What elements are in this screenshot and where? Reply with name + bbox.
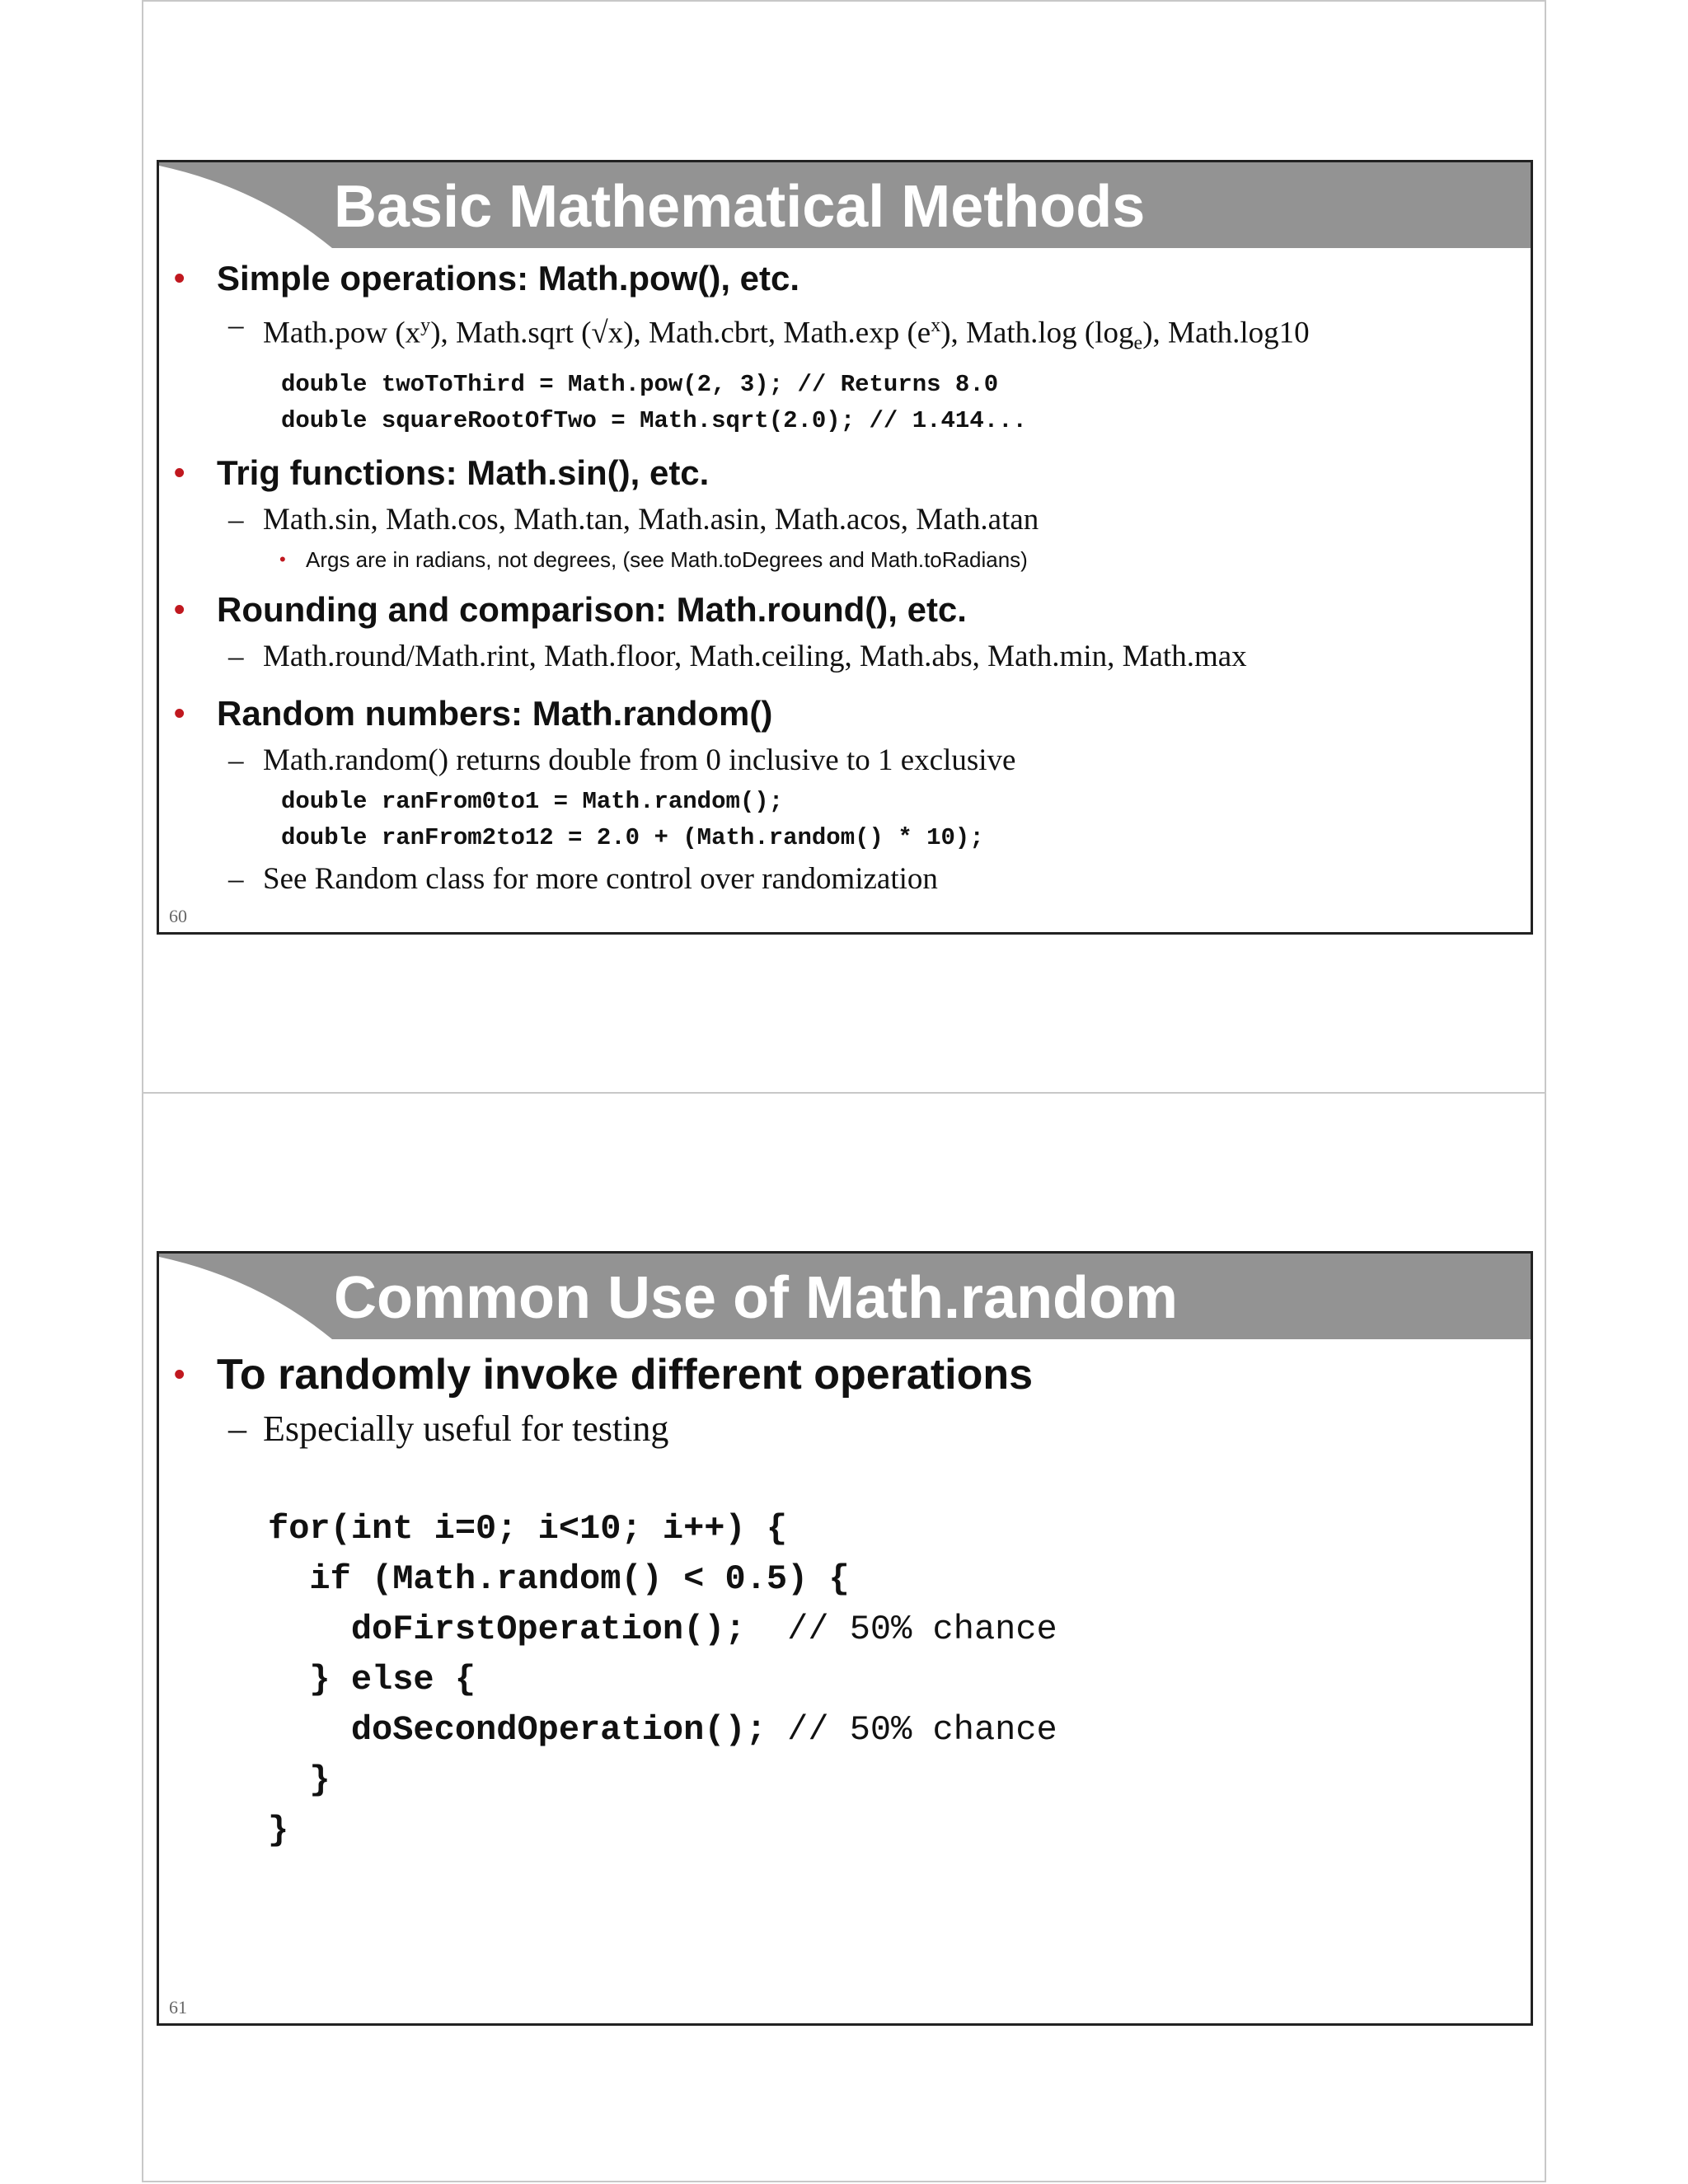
- bullet-text: Random numbers: Math.random(): [217, 693, 773, 733]
- sub-bullet-text: See Random class for more control over randomization: [263, 861, 938, 896]
- slide-title: Basic Mathematical Methods: [334, 174, 1146, 240]
- code-line: double squareRootOfTwo = Math.sqrt(2.0); // 1.414...: [281, 406, 1027, 434]
- code-line: }: [268, 1811, 289, 1850]
- sub-sub-bullet-text: Args are in radians, not degrees, (see Math.toDegrees and Math.toRadians): [306, 546, 1028, 572]
- superscript: x: [931, 315, 941, 336]
- dash-icon: –: [228, 861, 244, 896]
- sub-bullet: [159, 738, 1527, 784]
- slide-number: 61: [169, 1997, 187, 2018]
- sub-bullet-text: Math.round/Math.rint, Math.floor, Math.ceiling, Math.abs, Math.min, Math.max: [263, 639, 1247, 673]
- slide-content: [159, 1346, 1527, 1856]
- bullet-dot-icon: •: [174, 592, 185, 627]
- bullet-text: Rounding and comparison: Math.round(), etc.: [217, 589, 967, 629]
- code-comment: // 50% chance: [787, 1610, 1057, 1649]
- code-line: [268, 1605, 1527, 1655]
- sub-bullet: [159, 497, 1527, 543]
- text-part: Math.pow (x: [263, 316, 421, 350]
- page-divider: [142, 1092, 1546, 1094]
- sub-bullet-text: Math.sin, Math.cos, Math.tan, Math.asin, Math.acos, Math.atan: [263, 502, 1039, 537]
- bullet-dot-icon: •: [174, 696, 185, 731]
- dash-icon: –: [228, 743, 244, 777]
- dash-icon: –: [228, 308, 244, 342]
- text-part: ), Math.log10: [1142, 316, 1310, 350]
- code-line: } else {: [268, 1660, 476, 1699]
- bullet: [159, 255, 1527, 302]
- bullet-dot-icon: •: [174, 261, 185, 296]
- bullet: [159, 586, 1527, 634]
- code-statement: doSecondOperation();: [268, 1710, 788, 1750]
- text-part: ), Math.sqrt (√x), Math.cbrt, Math.exp (e: [430, 316, 931, 350]
- bullet-dot-icon: •: [174, 1357, 185, 1392]
- code-line: double twoToThird = Math.pow(2, 3); // Returns 8.0: [281, 370, 999, 398]
- code-block: [159, 1504, 1527, 1856]
- sub-bullet-text: Especially useful for testing: [263, 1408, 669, 1449]
- bullet-dot-icon: •: [174, 455, 185, 490]
- code-statement: doFirstOperation();: [268, 1610, 788, 1649]
- slide-number: 60: [169, 906, 187, 926]
- sub-bullet: [159, 302, 1527, 367]
- slide-61: [157, 1251, 1533, 2026]
- subscript: e: [1133, 332, 1143, 354]
- slide-60: [157, 160, 1533, 935]
- code-line: if (Math.random() < 0.5) {: [268, 1559, 850, 1599]
- code-line: for(int i=0; i<10; i++) {: [268, 1509, 788, 1549]
- slide-content: [159, 255, 1527, 902]
- bullet-dot-icon: •: [279, 548, 286, 569]
- dash-icon: –: [228, 1408, 246, 1449]
- text-part: ), Math.log (log: [940, 316, 1134, 350]
- title-band: [159, 1254, 1531, 1341]
- slide-title: Common Use of Math.random: [334, 1265, 1179, 1331]
- bullet: [159, 1346, 1527, 1404]
- title-band: [159, 162, 1531, 250]
- sub-bullet: [159, 1404, 1527, 1455]
- sub-bullet: [159, 634, 1527, 680]
- bullet: [159, 449, 1527, 497]
- sub-bullet-text: Math.random() returns double from 0 inclusive to 1 exclusive: [263, 743, 1016, 777]
- code-comment: // 50% chance: [787, 1710, 1057, 1750]
- code-line: }: [268, 1760, 331, 1800]
- bullet-text: To randomly invoke different operations: [217, 1351, 1034, 1399]
- code-line: double ranFrom0to1 = Math.random();: [281, 787, 784, 815]
- code-line: double ranFrom2to12 = 2.0 + (Math.random() * 10);: [281, 823, 984, 851]
- bullet: [159, 690, 1527, 738]
- sub-bullet: [159, 856, 1527, 902]
- sub-sub-bullet: [159, 543, 1527, 576]
- bullet-text: Trig functions: Math.sin(), etc.: [217, 452, 710, 492]
- code-line: [268, 1705, 1527, 1755]
- dash-icon: –: [228, 502, 244, 537]
- dash-icon: –: [228, 639, 244, 673]
- superscript: y: [420, 315, 431, 336]
- bullet-text: Simple operations: Math.pow(), etc.: [217, 259, 800, 298]
